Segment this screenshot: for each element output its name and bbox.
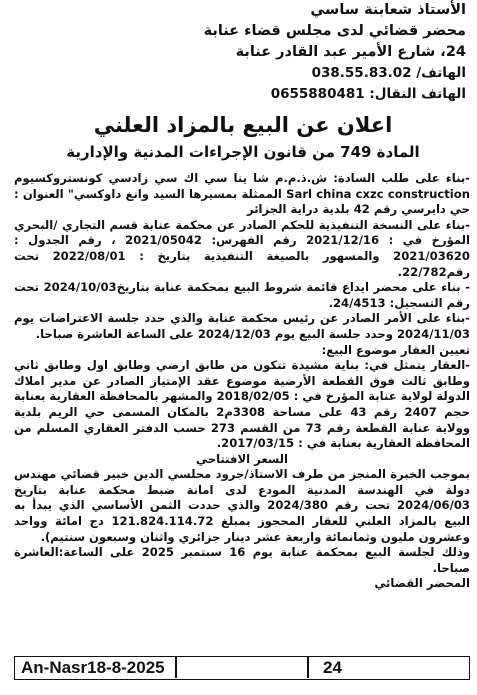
document-page [14,0,472,695]
notice-body [14,171,472,592]
page-number: 24 [323,658,342,677]
paragraph-judgment: -بناء على النسخة التنفيذية للحكم الصادر عن محكمة عنابة قسم التجاري /البحري المؤرخ في : 2021/12/16 رقم الفهرس: 2021/05042 ، رقم الجدول : 2021/03620 والمسهور بالصيغة التنفيذية بتاريخ : 2022/08/01 تحت رقم22/782. [14,217,470,279]
page-footer [14,656,470,680]
property-heading: تعيين العقار موضوع البيع: [321,342,470,357]
bailiff-office: محضر قضائي لدى مجلس قضاء عنابة [203,23,466,39]
paragraph-deposit: - بناء على محضر ايداع قائمة شروط البيع بمحكمة عنابة بتاريخ2024/10/03 تحت رقم التسجيل: 24/4513. [14,280,470,310]
bailiff-phone: الهاتف/ 038.55.83.02 [311,65,466,81]
bailiff-header [14,0,472,105]
price-heading: السعر الافتتاحي [195,451,289,466]
notice-subtitle: المادة 749 من قانون الإجراءات المدنية والإدارية [66,143,420,161]
signature: المحضر القضائي [374,576,470,591]
bailiff-address: 24، شارع الأمير عبد القادر عنابة [235,44,466,60]
paragraph-request: -بناء على طلب السادة: ش.ذ.م.م شا ينا سي اك سي زادسي كونستروكسيوم Sarl china cxzc construction الممثلة بمسيرها السيد وانغ داوكسي" العنوان : حي دايرسي رقم 42 بلدية دراية الجزائر [14,171,470,217]
publication-label: An-Nasr18-8-2025 [21,658,165,677]
notice-title: اعلان عن البيع بالمزاد العلني [93,113,393,137]
paragraph-price: بموجب الخبرة المنجز من طرف الاستاذ/جرود محلسي الدين خبير قضائي مهندس دولة في الهندسة المدنية المودع لدى امانة ضبط محكمة عنابة بتاريخ 2024/06/03 تحت رقم 2024/380 والذي حددت الثمن الأساسي الذي يبدأ به البيع بالمزاد العلني للعقار المحجوز بمبلغ 121.824.114.72 دج امائة وواحد وعشرون مليون وثمانمائة واربعة عشر دينار جزائري واثنان وسبعون سنتيم). [14,467,470,544]
paragraph-property: -العقار يتمثل في: بناية مشيدة تتكون من طابق ارضي وطابق اول وطابق ثاني وطابق ثالث فوق القطعة الأرضية موضوع عقد الإمتياز الصادر عن مدير املاك الدولة لولاية عنابة المؤرخ في : 2018/02/05 والمشهر بالمحافظة العقارية بعنابة حجم 2407 رقم 43 على مساحة 3308م2 بالمكان المسمى حي الريم بلدية وولاية عنابة القطعة رقم 73 من القسم 273 حسب الدفتر العقاري المسلم من المحافظة العقارية بعنابة في : 2017/03/15. [14,358,471,451]
paragraph-order: -بناء على الأمر الصادر عن رئيس محكمة عنابة والذي حدد جلسة الاعتراضات يوم 2024/11/03 وحدد جلسة البيع يوم 2024/12/03 على الساعة العاشرة صباحا. [14,311,470,341]
footer-divider [175,657,177,678]
paragraph-session: وذلك لجلسة البيع بمحكمة عنابة يوم 16 سبتمبر 2025 على الساعة:العاشرة صباحا. [14,545,470,575]
footer-divider-2 [307,657,309,678]
bailiff-name: الأستاذ شعابنة ساسي [310,2,466,18]
bailiff-mobile: الهاتف النقال: 0655880481 [270,86,466,102]
